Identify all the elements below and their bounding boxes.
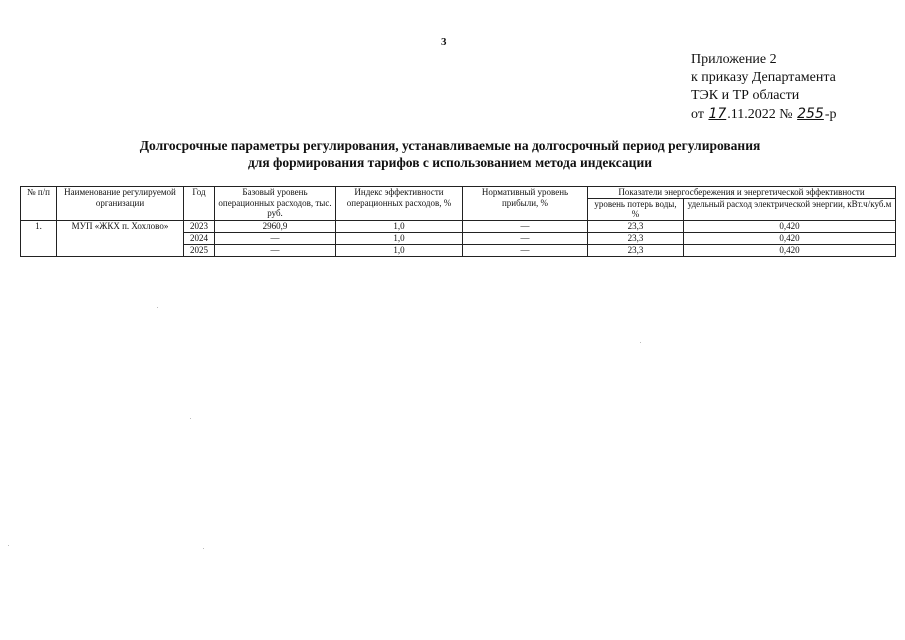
cell-water-loss: 23,3 [588,220,684,232]
appendix-line-2: к приказу Департамента [691,70,836,85]
cell-energy-consumption: 0,420 [684,244,896,256]
header-row-1 [21,187,896,199]
document-title [60,137,840,171]
scan-speck [203,548,204,549]
header-profit-level: Нормативный уровень прибыли, % [463,187,588,221]
appendix-block [691,51,891,124]
cell-year: 2025 [184,244,215,256]
cell-energy-consumption: 0,420 [684,232,896,244]
scan-speck [8,545,9,546]
cell-efficiency-index: 1,0 [336,220,463,232]
cell-profit-level: — [463,232,588,244]
appendix-line-1: Приложение 2 [691,52,777,67]
header-org: Наименование регулируемой организации [57,187,184,221]
cell-base-level: 2960,9 [215,220,336,232]
header-base-level: Базовый уровень операционных расходов, тыс. руб. [215,187,336,221]
date-prefix: от [691,107,704,122]
cell-base-level: — [215,244,336,256]
cell-efficiency-index: 1,0 [336,232,463,244]
regulation-parameters-table [20,186,896,257]
handwritten-day: 17 [708,106,727,122]
cell-profit-level: — [463,244,588,256]
row-number: 1. [21,220,57,256]
title-line-2: для формирования тарифов с использованием метода индексации [247,155,653,170]
appendix-date-line [691,105,891,124]
handwritten-order-number: 255 [797,106,824,122]
page-number: 3 [441,36,447,48]
order-suffix: -р [824,107,837,122]
cell-water-loss: 23,3 [588,244,684,256]
cell-energy-consumption: 0,420 [684,220,896,232]
scan-speck [640,342,641,343]
cell-profit-level: — [463,220,588,232]
header-efficiency-index: Индекс эффективности операционных расходов, % [336,187,463,221]
cell-water-loss: 23,3 [588,232,684,244]
cell-base-level: — [215,232,336,244]
organization-name: МУП «ЖКХ п. Хохлово» [57,220,184,256]
header-energy-consumption: удельный расход электрической энергии, кВт.ч/куб.м [684,198,896,220]
table-row [21,220,896,232]
header-year: Год [184,187,215,221]
header-energy-group: Показатели энергосбережения и энергетической эффективности [588,187,896,199]
scan-speck [157,307,158,308]
title-line-1: Долгосрочные параметры регулирования, устанавливаемые на долгосрочный период регулирования [139,138,761,153]
cell-year: 2023 [184,220,215,232]
scan-speck [190,418,191,419]
date-rest: .11.2022 № [727,107,793,122]
cell-efficiency-index: 1,0 [336,244,463,256]
cell-year: 2024 [184,232,215,244]
header-water-loss: уровень потерь воды, % [588,198,684,220]
header-num: № п/п [21,187,57,221]
appendix-line-3: ТЭК и ТР области [691,88,800,103]
